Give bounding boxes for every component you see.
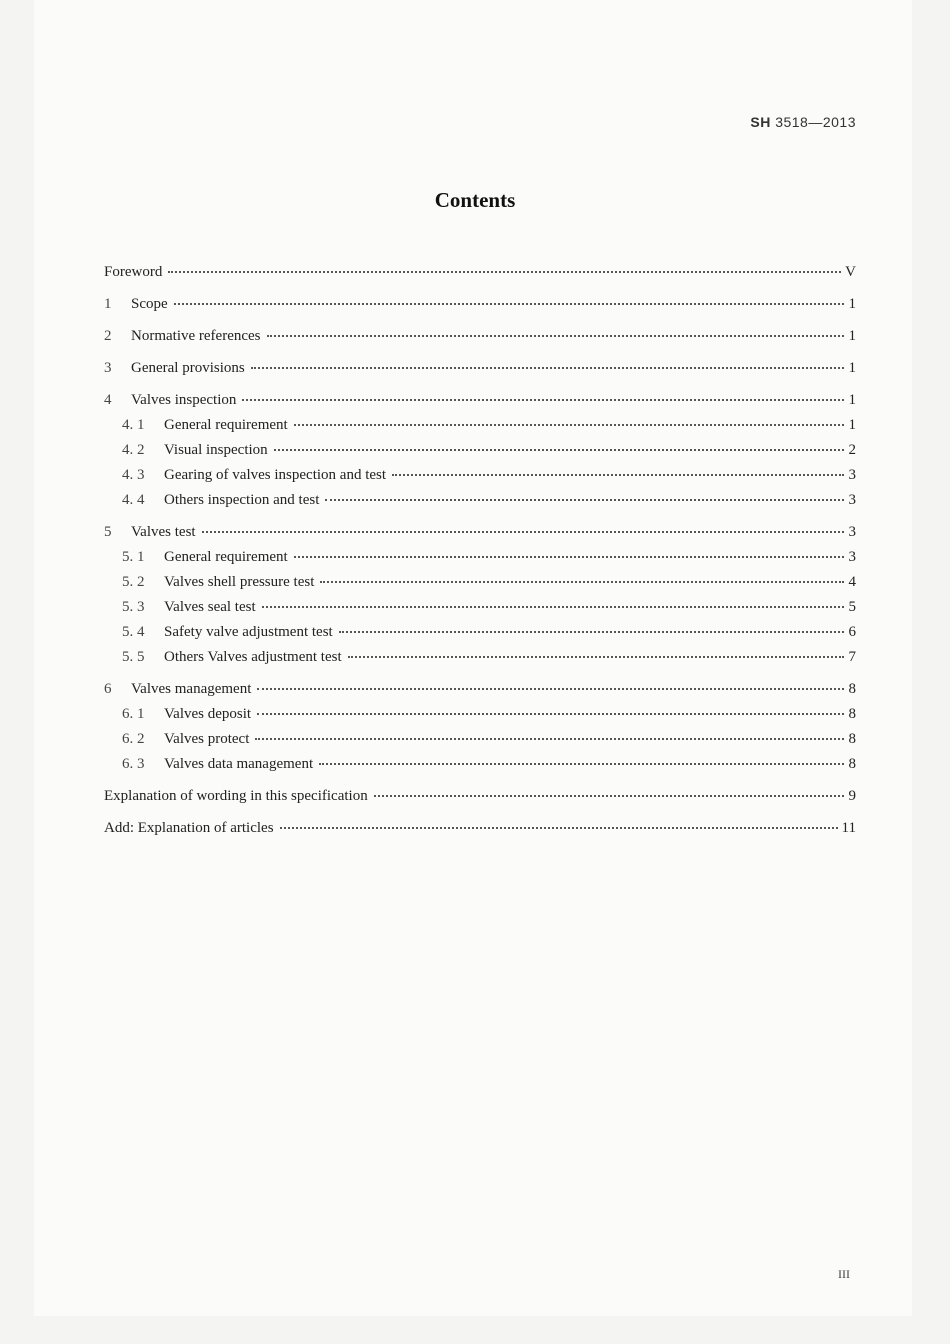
toc-dot-leader [257,713,844,715]
toc-entry-number: 4. 1 [122,417,145,433]
standard-code-number: 3518—2013 [775,114,856,130]
toc-entry-number: 6 [104,681,112,697]
toc-entry[interactable] [104,262,856,282]
toc-entry-page: 11 [841,820,856,836]
toc-entry-label: Scope [131,296,168,312]
toc-entry[interactable] [104,522,856,542]
toc-entry[interactable] [104,679,856,699]
toc-dot-leader [262,606,844,608]
page-title: Contents [434,188,516,212]
toc-entry-label: Normative references [131,328,261,344]
toc-entry[interactable] [104,818,856,838]
toc-entry-page: 4 [848,574,856,590]
toc-entry-label: Valves management [131,681,252,697]
toc-dot-leader [202,531,844,533]
toc-entry-page: 1 [848,328,856,344]
toc-dot-leader [320,581,844,583]
toc-dot-leader [168,271,841,273]
toc-entry-page: V [845,264,856,280]
toc-entry[interactable] [104,547,856,567]
toc-entry[interactable] [104,490,856,510]
toc-entry-number: 5. 3 [122,599,145,615]
toc-dot-leader [255,738,844,740]
toc-dot-leader [257,688,844,690]
page-folio: III [838,1267,850,1281]
toc-entry[interactable] [104,622,856,642]
toc-entry-label: Valves seal test [164,599,256,615]
toc-entry-number: 4. 2 [122,442,145,458]
toc-entry-label: Valves inspection [131,392,237,408]
toc-entry-label: General requirement [164,549,288,565]
toc-dot-leader [174,303,844,305]
toc-entry[interactable] [104,326,856,346]
toc-entry-page: 1 [848,392,856,408]
toc-dot-leader [280,827,838,829]
toc-entry-label: Safety valve adjustment test [164,624,333,640]
toc-entry[interactable] [104,358,856,378]
toc-dot-leader [294,556,844,558]
toc-dot-leader [274,449,844,451]
toc-entry-label: Valves protect [164,731,250,747]
toc-entry[interactable] [104,572,856,592]
toc-entry-page: 8 [848,731,856,747]
toc-entry-label: Valves shell pressure test [164,574,315,590]
toc-entry-page: 6 [848,624,856,640]
toc-entry-page: 1 [848,417,856,433]
toc-dot-leader [251,367,844,369]
toc-dot-leader [325,499,844,501]
toc-entry[interactable] [104,390,856,410]
toc-entry-label: Add: Explanation of articles [104,820,274,836]
toc-entry-number: 5. 1 [122,549,145,565]
toc-entry[interactable] [104,704,856,724]
toc-entry[interactable] [104,729,856,749]
toc-dot-leader [242,399,844,401]
toc-entry-label: Valves deposit [164,706,252,722]
toc-entry-number: 5. 4 [122,624,145,640]
toc-entry-label: General provisions [131,360,245,376]
toc-dot-leader [267,335,844,337]
toc-entry-label: Gearing of valves inspection and test [164,467,387,483]
toc-entry-number: 4. 4 [122,492,145,508]
toc-entry-label: Others Valves adjustment test [164,649,342,665]
toc-entry-number: 4. 3 [122,467,145,483]
toc-entry[interactable] [104,415,856,435]
toc-dot-leader [294,424,844,426]
standard-code-prefix: SH [750,114,771,130]
toc-entry-label: Valves data management [164,756,314,772]
toc-entry-number: 6. 2 [122,731,145,747]
toc-entry-label: General requirement [164,417,288,433]
toc-entry[interactable] [104,754,856,774]
toc-entry-number: 6. 1 [122,706,145,722]
toc-entry-page: 3 [848,549,856,565]
toc-entry-page: 7 [848,649,856,665]
toc-entry-page: 9 [848,788,856,804]
table-of-contents [104,262,856,838]
toc-entry-page: 8 [848,681,856,697]
toc-entry-page: 5 [848,599,856,615]
standard-code [750,114,856,130]
toc-entry-page: 1 [848,296,856,312]
toc-entry[interactable] [104,647,856,667]
toc-entry-page: 2 [848,442,856,458]
toc-entry[interactable] [104,786,856,806]
toc-entry-number: 3 [104,360,112,376]
toc-dot-leader [319,763,844,765]
toc-entry-label: Visual inspection [164,442,268,458]
toc-dot-leader [348,656,844,658]
toc-entry[interactable] [104,597,856,617]
toc-dot-leader [392,474,844,476]
toc-dot-leader [374,795,844,797]
toc-entry[interactable] [104,465,856,485]
toc-entry-number: 5. 2 [122,574,145,590]
toc-entry-page: 1 [848,360,856,376]
toc-entry-number: 6. 3 [122,756,145,772]
toc-entry-page: 8 [848,756,856,772]
toc-entry[interactable] [104,294,856,314]
toc-entry-number: 4 [104,392,112,408]
toc-entry-label: Valves test [131,524,196,540]
toc-entry-label: Explanation of wording in this specification [104,788,368,804]
toc-entry-number: 2 [104,328,112,344]
toc-entry-number: 1 [104,296,112,312]
toc-entry-page: 3 [848,524,856,540]
toc-dot-leader [339,631,844,633]
toc-entry-page: 3 [848,467,856,483]
toc-entry-page: 8 [848,706,856,722]
toc-entry-label: Foreword [104,264,163,280]
toc-entry-label: Others inspection and test [164,492,320,508]
toc-entry-number: 5. 5 [122,649,145,665]
toc-entry-page: 3 [848,492,856,508]
toc-entry-number: 5 [104,524,112,540]
toc-entry[interactable] [104,440,856,460]
